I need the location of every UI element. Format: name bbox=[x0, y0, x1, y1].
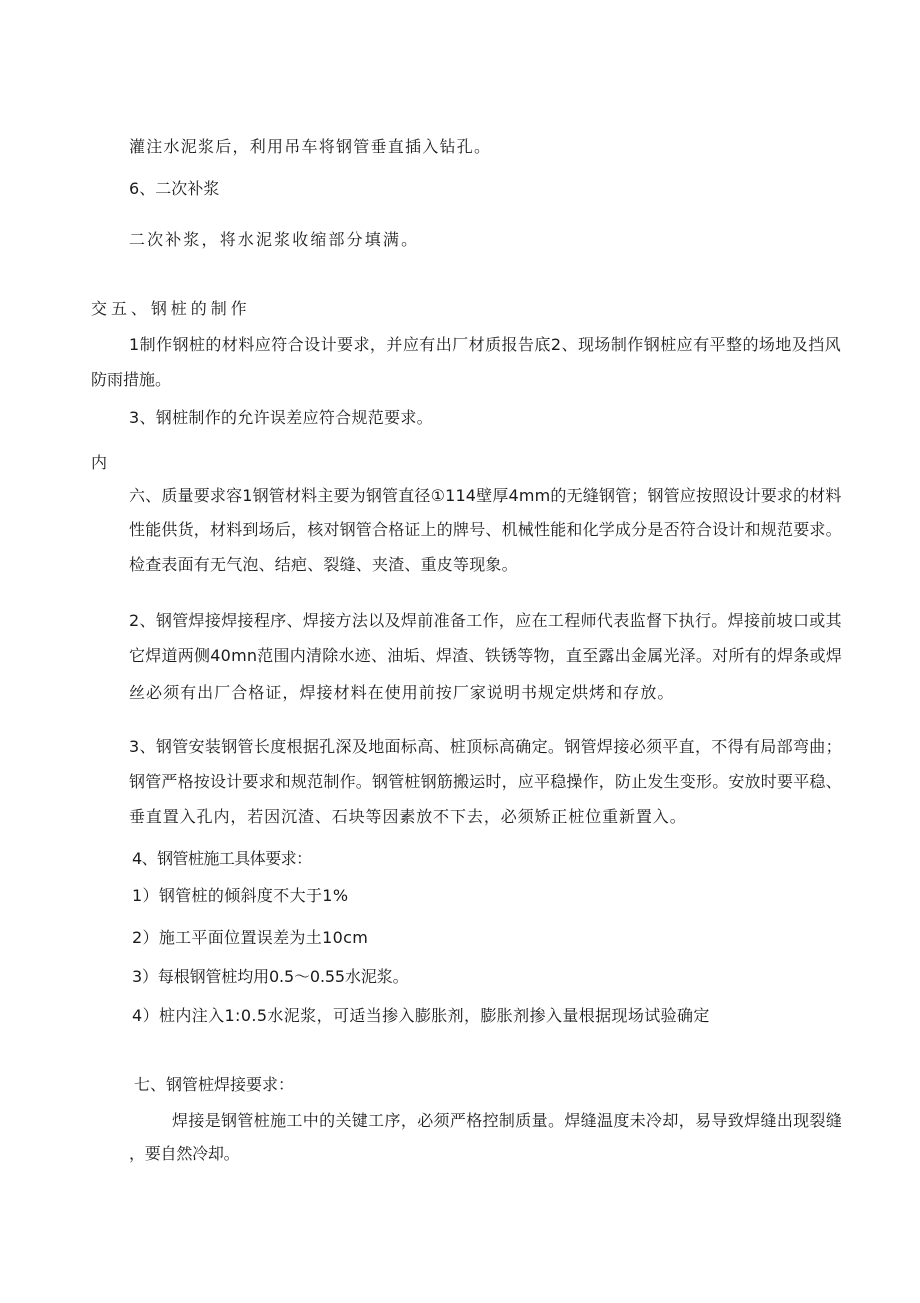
section-heading: 6、二次补浆 bbox=[129, 179, 220, 198]
list-item: 2）施工平面位置误差为土10cm bbox=[132, 928, 369, 947]
section-heading: 4、钢管桩施工具体要求： bbox=[132, 849, 312, 868]
list-item: 4）桩内注入1:0.5水泥浆，可适当掺入膨胀剂，膨胀剂掺入量根据现场试验确定 bbox=[132, 1006, 710, 1025]
text-line: 垂直置入孔内，若因沉渣、石块等因素放不下去，必须矫正桩位重新置入。 bbox=[129, 807, 687, 826]
text-line: 焊接是钢管桩施工中的关键工序，必须严格控制质量。焊缝温度未冷却，易导致焊缝出现裂缝 bbox=[172, 1111, 843, 1130]
text-line: 丝必须有出厂合格证，焊接材料在使用前按厂家说明书规定烘烤和存放。 bbox=[129, 683, 675, 702]
text-line: 3、钢桩制作的允许误差应符合规范要求。 bbox=[129, 408, 433, 427]
text-line: 检查表面有无气泡、结疤、裂缝、夹渣、重皮等现象。 bbox=[129, 555, 518, 574]
text-line: 性能供货，材料到场后，核对钢管合格证上的牌号、机械性能和化学成分是否符合设计和规范要求。 bbox=[129, 520, 842, 539]
section-heading: 交五、钢桩的制作 bbox=[91, 299, 251, 318]
text-line: 2、钢管焊接焊接程序、焊接方法以及焊前准备工作，应在工程师代表监督下执行。焊接前坡口或其 bbox=[129, 611, 842, 630]
text-line: 二次补浆，将水泥浆收缩部分填满。 bbox=[129, 230, 420, 249]
text-line: 3、钢管安装钢管长度根据孔深及地面标高、桩顶标高确定。钢管焊接必须平直，不得有局部弯曲； bbox=[129, 737, 842, 756]
text-line: 内 bbox=[91, 453, 108, 472]
text-line: ，要自然冷却。 bbox=[129, 1144, 240, 1163]
text-line: 1制作钢桩的材料应符合设计要求，并应有出厂材质报告底2、现场制作钢桩应有平整的场地及挡风 bbox=[129, 335, 842, 354]
list-item: 3）每根钢管桩均用0.5～0.55水泥浆。 bbox=[132, 967, 409, 986]
text-line: 防雨措施。 bbox=[91, 370, 172, 389]
text-line: 六、质量要求容1钢管材料主要为钢管直径①114壁厚4mm的无缝钢管；钢管应按照设计要求的材料 bbox=[129, 486, 842, 505]
text-line: 它焊道两侧40mn范围内清除水迹、油垢、焊渣、铁锈等物，直至露出金属光泽。对所有的焊条或焊 bbox=[129, 646, 843, 665]
text-line: 灌注水泥浆后，利用吊车将钢管垂直插入钻孔。 bbox=[129, 137, 492, 156]
text-line: 钢管严格按设计要求和规范制作。钢管桩钢筋搬运时，应平稳操作，防止发生变形。安放时要平稳、 bbox=[129, 772, 842, 791]
section-heading: 七、钢管桩焊接要求： bbox=[134, 1075, 295, 1094]
list-item: 1）钢管桩的倾斜度不大于1% bbox=[132, 886, 349, 905]
